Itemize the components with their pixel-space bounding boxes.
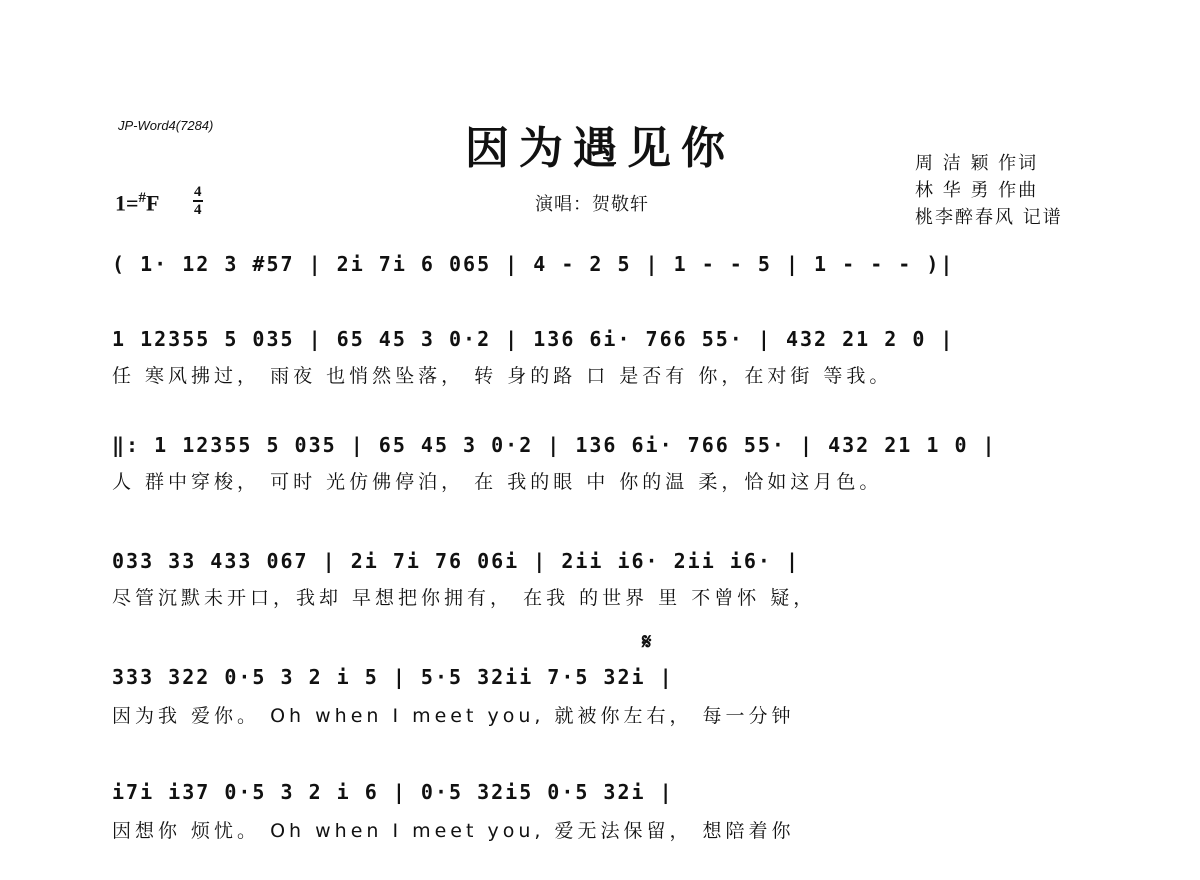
score-system-5 [112,665,1092,765]
software-label: JP-Word4(7284) [118,118,214,133]
singer: 演唱：贺敬轩 [535,194,649,215]
composer: 林 华 勇 作曲 [915,180,1039,201]
lyrics-line: 尽管沉默未开口，我却 早想把你拥有， 在我 的世界 里 不曾怀 疑， [112,587,817,609]
key-label: 1= [115,190,139,216]
lyrics-line: 人 群中穿梭， 可时 光仿佛停泊， 在 我的眼 中 你的温 柔，恰如这月色。 [112,471,883,493]
time-numerator: 4 [194,184,202,200]
score-system-2 [112,327,1092,427]
lyricist: 周 洁 颖 作词 [915,153,1039,174]
lyrics-line: 因为我 爱你。 Oh when I meet you, 就被你左右， 每一分钟 [112,705,795,727]
key-signature [115,190,160,216]
sharp-sign: # [138,190,147,206]
notation-line: 1 12355 5 035 | 65 45 3 0·2 | 136 6i· 766 55· | 432 21 2 0 | [112,327,955,351]
segno-icon: 𝄋 [642,630,652,655]
lyrics-line: 任 寒风拂过， 雨夜 也悄然坠落， 转 身的路 口 是否有 你，在对街 等我。 [112,365,893,387]
lyrics-line: 因想你 烦忧。 Oh when I meet you, 爱无法保留， 想陪着你 [112,820,795,842]
notation-line: 033 33 433 067 | 2i 7i 76 06i | 2ii i6· 2ii i6· | [112,549,801,573]
notation-line: i7i i37 0·5 3 2 i 6 | 0·5 32i5 0·5 32i | [112,780,674,804]
time-denominator: 4 [194,202,202,218]
score-system-3 [112,433,1092,533]
song-title: 因为遇见你 [465,123,735,174]
notation-line: ( 1· 12 3 #57 | 2i 7i 6 065 | 4 - 2 5 | 1 - - 5 | 1 - - - )| [112,252,955,276]
key-note: F [146,190,160,216]
score-system-4 [112,549,1092,649]
notation-line: ‖: 1 12355 5 035 | 65 45 3 0·2 | 136 6i· 766 55· | 432 21 1 0 | [112,433,997,457]
credits [915,150,1063,231]
transcriber: 桃李醉春风 记谱 [915,207,1063,228]
score-system-6 [112,780,1092,880]
notation-line: 333 322 0·5 3 2 i 5 | 5·5 32ii 7·5 32i | [112,665,674,689]
time-signature [193,184,203,218]
